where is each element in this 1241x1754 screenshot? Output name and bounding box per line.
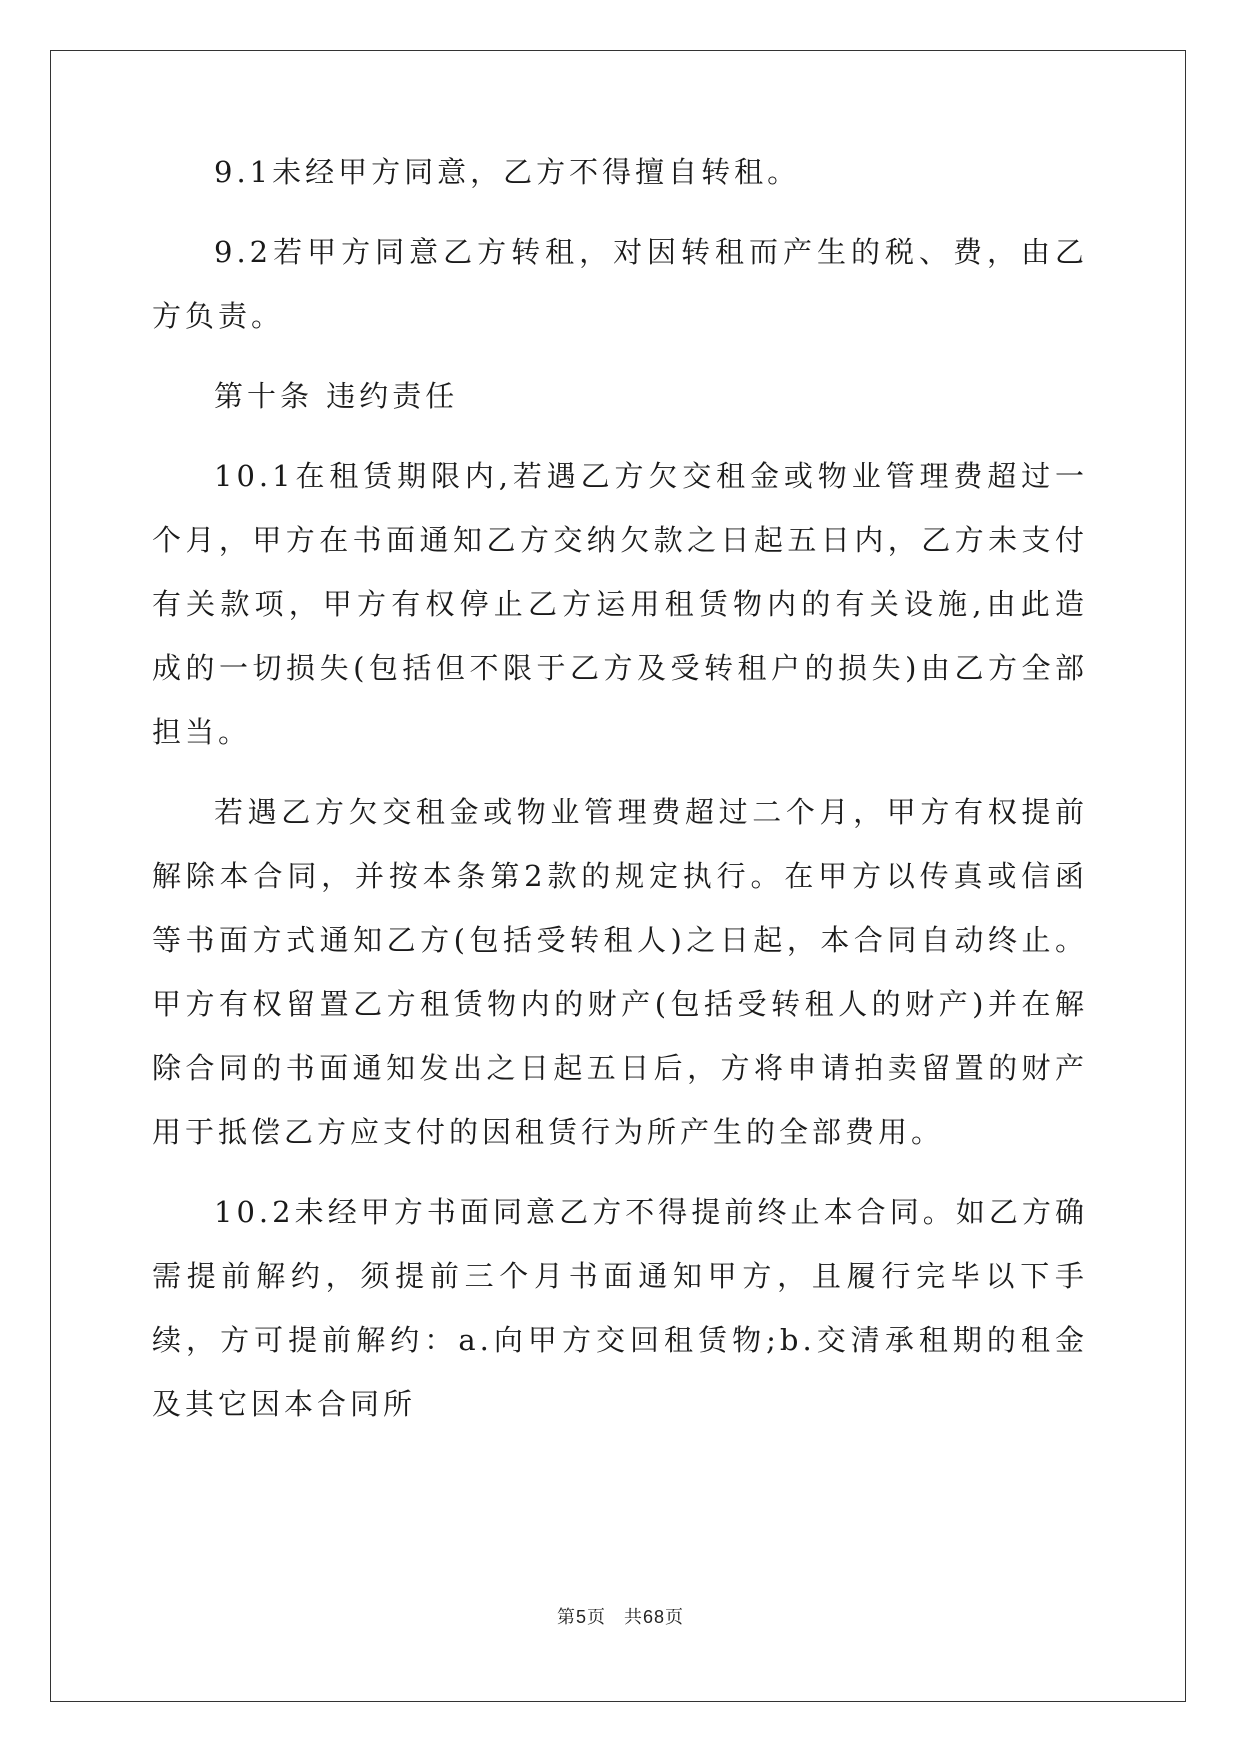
paragraph-10-1: 10.1在租赁期限内,若遇乙方欠交租金或物业管理费超过一个月，甲方在书面通知乙方交纳欠款之日起五日内，乙方未支付有关款项，甲方有权停止乙方运用租赁物内的有关设施,由此造成的一切损失(包括但不限于乙方及受转租户的损失)由乙方全部担当。 — [152, 459, 1088, 749]
page-number-footer: 第5页 共68页 — [556, 1607, 685, 1627]
paragraph-9-1: 9.1未经甲方同意，乙方不得擅自转租。 — [214, 155, 801, 189]
paragraph-10-2: 10.2未经甲方书面同意乙方不得提前终止本合同。如乙方确需提前解约，须提前三个月书面通知甲方，且履行完毕以下手续，方可提前解约：a.向甲方交回租赁物;b.交清承租期的租金及其它因本合同所 — [152, 1195, 1088, 1421]
paragraph-10-1-continued: 若遇乙方欠交租金或物业管理费超过二个月，甲方有权提前解除本合同，并按本条第2款的规定执行。在甲方以传真或信函等书面方式通知乙方(包括受转租人)之日起，本合同自动终止。甲方有权留置乙方租赁物内的财产(包括受转租人的财产)并在解除合同的书面通知发出之日起五日后，方将申请拍卖留置的财产用于抵偿乙方应支付的因租赁行为所产生的全部费用。 — [152, 795, 1088, 1149]
document-body — [152, 140, 1088, 1436]
section-heading-article-10: 第十条 违约责任 — [214, 379, 459, 413]
paragraph-9-2: 9.2若甲方同意乙方转租，对因转租而产生的税、费，由乙方负责。 — [152, 235, 1088, 333]
